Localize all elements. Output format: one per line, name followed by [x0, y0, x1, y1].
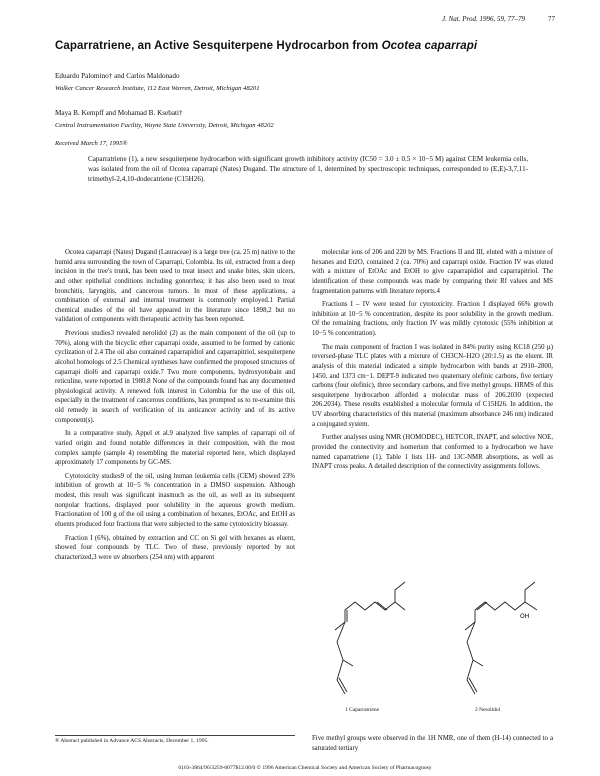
abstract: Caparratriene (1), a new sesquiterpene hydrocarbon with significant growth inhibitory activity (IC50 = 3.0 ± 0.5 × 10−5 M) against CEM leukemia cells, was isolated from the oil of Ocotea caparrapi (Nates) Dugand. The structure of 1, determined by spectroscopic techniques, corresponded to (E,E)-3,7,11-trimethyl-2,4,10-dodecatriene (C15H26). [88, 155, 528, 183]
paragraph: Ocotea caparrapi (Nates) Dugand (Lauraceae) is a large tree (ca. 25 m) native to the humid area surrounding the town of Caparrapi, Colombia. Its oil, extracted from a deep incision in the tree's trunk, has been used to treat insect and snake bites, skin ulcers, and other epithelial conditions including gonorrhea; it has also been used to treat bronchitis, laryngitis, and cancerous tumors. In most of these applications, a combination of external and internal treatment is commonly employed.1 Partial chemical studies of the oil have appeared in the literature since 1898,2 but no validation of components with therapeutic activity has been reported. [55, 249, 295, 324]
oh-label: OH [520, 613, 530, 620]
structure-figure [315, 570, 553, 720]
figure-label-2: 2 Nerolidol [475, 707, 501, 713]
affiliation-1: Walker Cancer Research Institute, 112 East Warren, Detroit, Michigan 48201 [55, 85, 260, 92]
copyright-line: 0163-3864/96/3259-0077$12.00/0 © 1996 American Chemical Society and American Society of Pharmacognosy [178, 765, 432, 771]
structures-drawing [315, 570, 553, 720]
affiliation-2: Central Instrumentation Facility, Wayne State University, Detroit, Michigan 48202 [55, 122, 274, 129]
nerolidol-structure [465, 582, 537, 694]
authors-group-1: Eduardo Palomino† and Carlos Maldonado [55, 72, 180, 80]
paragraph: Previous studies3 revealed nerolidol (2) as the main component of the oil (up to 70%), along with the bicyclic ether caparrapi oxide, assumed to be formed by cationic cyclization of 2.4 The oil also contained caparrapidiol and caparrapitriol, sesquiterpene alcohol homologs of 2.5 Chemical syntheses have confirmed the proposed structures of caparrapi diol6 and caparrapi oxide.7 Two more components, hydroxyotobain and reticuline, were reported in 1980.8 None of the compounds found has any documented physiological activity. A renewed folk interest in Colombia for the use of this oil, especially in the treatment of cancerous conditions, has prompted us to re-examine this old remedy in search of verification of its anticancer activity and of its active component(s). [55, 330, 295, 424]
right-column [312, 248, 553, 476]
running-header [55, 15, 555, 27]
paragraph: Further analyses using NMR (HOMODEC), HETCOR, INAPT, and selective NOE, provided the connectivity and isomerism that conformed to a hydrocarbon we have named caparratriene (1). Table 1 lists 1H- and 13C-NMR absorptions, as well as INAPT cross peaks. A detailed description of the connectivity assignments follows. [312, 434, 553, 471]
journal-citation: J. Nat. Prod. 1996, 59, 77–79 [442, 15, 525, 23]
figure-label-1: 1 Caparratriene [345, 707, 380, 713]
caparratriene-structure [335, 582, 405, 694]
title-main: Caparratriene, an Active Sesquiterpene Hydrocarbon from [55, 40, 382, 52]
received-date: Received March 17, 1995® [55, 140, 128, 147]
paragraph: Fractions I – IV were tested for cytotoxicity. Fraction I displayed 66% growth inhibition at 10−5 % concentration, despite its poor solubility in the growth medium. Of the remaining fractions, only fraction IV was mildly cytotoxic (55% inhibition at 10−5 % concentration). [312, 301, 553, 337]
paragraph: Fraction I (6%), obtained by extraction and CC on Si gel with hexanes as eluent, showed four compounds by TLC. Two of these, previously reported by not characterized,3 were uv absorbers (254 nm) with apparent [55, 534, 295, 561]
left-column [55, 248, 295, 566]
paper-title [55, 40, 555, 52]
paragraph: molecular ions of 206 and 220 by MS. Fractions II and III, eluted with a mixture of hexanes and Et2O, contained 2 (ca. 70%) and caparrapi oxide. Fraction IV was eluted with a mixture of EtOAc and EtOH to give caparrapidiol and caparrapitriol. The identification of these compounds was made by comparing their Rf values and MS fragmentation patterns with literature reports.4 [312, 249, 553, 295]
paragraph: Cytotoxicity studies9 of the oil, using human leukemia cells (CEM) showed 23% inhibition of growth at 10−5 % concentration in a DMSO suspension. Although modest, this result was significant inasmuch as the oil, as well as its subsequent nonpolar fractions, displayed poor solubility in the aqueous growth medium. Fractionation of 100 g of the oil using a combination of hexanes, EtOAc, and EtOH as eluents produced four fractions that were subjected to the same cytotoxicity bioassay. [55, 472, 295, 528]
footnote: ® Abstract published in Advance ACS Abstracts, December 1, 1995. [55, 735, 295, 744]
page-number: 77 [548, 15, 555, 23]
right-column-tail: Five methyl groups were observed in the 1H NMR, one of them (H-14) connected to a saturated tertiary [312, 735, 553, 752]
paragraph: The main component of fraction I was isolated in 84% purity using KC18 (250 µ) reversed-phase TLC plates with a mixture of CH3CN–H2O (20:1.5) as the eluent. IR analysis of this material indicated a simple hydrocarbon with bands at 2910–2800, 1450, and 1373 cm−1. DEPT-9 indicated two quaternary olefinic carbons, five tertiary carbons (four olefinic), three secondary carbons, and five methyl groups. HRMS of this sesquiterpene hydrocarbon afforded a molecular mass of 206.2030 (expected 206.2034). These results established a molecular formula of C15H26. In addition, the UV absorbing characteristics of this material (maximum absorbance 246 nm) indicated a conjugated system. [312, 343, 553, 428]
authors-group-2: Maya B. Kempff and Mohamad B. Ksebati† [55, 109, 183, 117]
paragraph: In a comparative study, Appel et al.9 analyzed five samples of caparrapi oil of varied origin and found notable differences in their composition, with the most complex sample (sample 4) resembling the material reported here, which displayed approximately 17 components by GC-MS. [55, 430, 295, 467]
title-species: Ocotea caparrapi [381, 40, 478, 52]
